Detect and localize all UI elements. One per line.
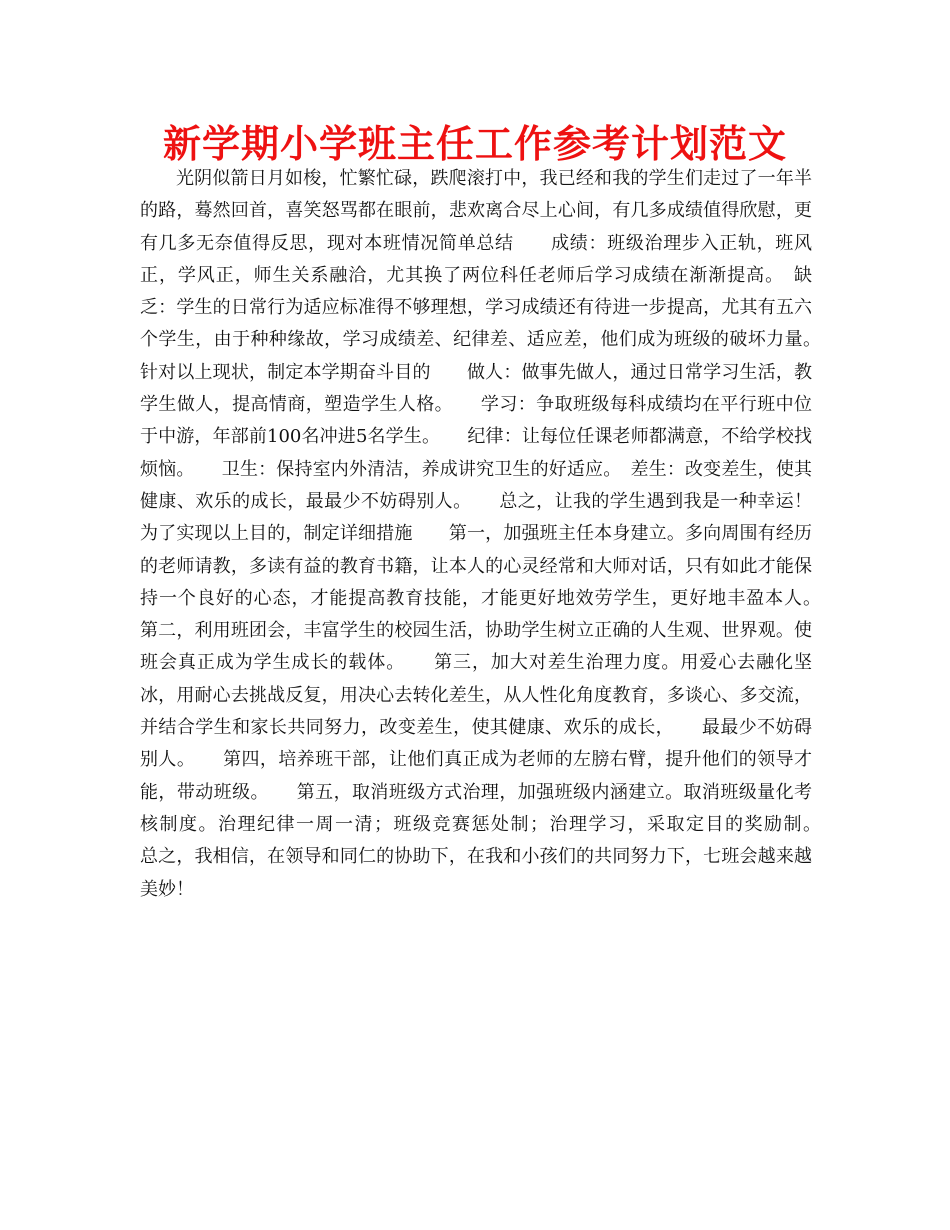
document-body-paragraph: 光阴似箭日月如梭，忙繁忙碌，跌爬滚打中，我已经和我的学生们走过了一年半的路，蓦然回首，喜笑怒骂都在眼前，悲欢离合尽上心间，有几多成绩值得欣慰，更有几多无奈值得反思，现对本班情况简单总结 成绩：班级治理步入正轨，班风正，学风正，师生关系融洽，尤其换了两位科任老师后学习成绩在渐渐提高。 缺乏：学生的日常行为适应标准得不够理想，学习成绩还有待进一步提高，尤其有五六个学生，由于种种缘故，学习成绩差、纪律差、适应差，他们成为班级的破坏力量。 针对以上现状，制定本学期奋斗目的 做人：做事先做人，通过日常学习生活，教学生做人，提高情商，塑造学生人格。 学习：争取班级每科成绩均在平行班中位于中游，年部前100名冲进5名学生。 纪律：让每位任课老师都满意，不给学校找烦恼。 卫生：保持室内外清洁，养成讲究卫生的好适应。 差生：改变差生，使其健康、欢乐的成长，最最少不妨碍别人。 总之，让我的学生遇到我是一种幸运！ 为了实现以上目的，制定详细措施 第一，加强班主任本身建立。多向周围有经历的老师请教，多读有益的教育书籍，让本人的心灵经常和大师对话，只有如此才能保持一个良好的心态，才能提高教育技能，才能更好地效劳学生，更好地丰盈本人。 第二，利用班团会，丰富学生的校园生活，协助学生树立正确的人生观、世界观。使班会真正成为学生成长的载体。 第三，加大对差生治理力度。用爱心去融化坚冰，用耐心去挑战反复，用决心去转化差生，从人性化角度教育，多谈心、多交流，并结合学生和家长共同努力，改变差生，使其健康、欢乐的成长， 最最少不妨碍别人。 第四，培养班干部，让他们真正成为老师的左膀右臂，提升他们的领导才能，带动班级。 第五，取消班级方式治理，加强班级内涵建立。取消班级量化考核制度。治理纪律一周一清；班级竞赛惩处制；治理学习，采取定目的奖励制。 总之，我相信，在领导和同仁的协助下，在我和小孩们的共同努力下，七班会越来越美妙！	[140, 168, 848, 900]
document-title: 新学期小学班主任工作参考计划范文	[162, 122, 787, 166]
